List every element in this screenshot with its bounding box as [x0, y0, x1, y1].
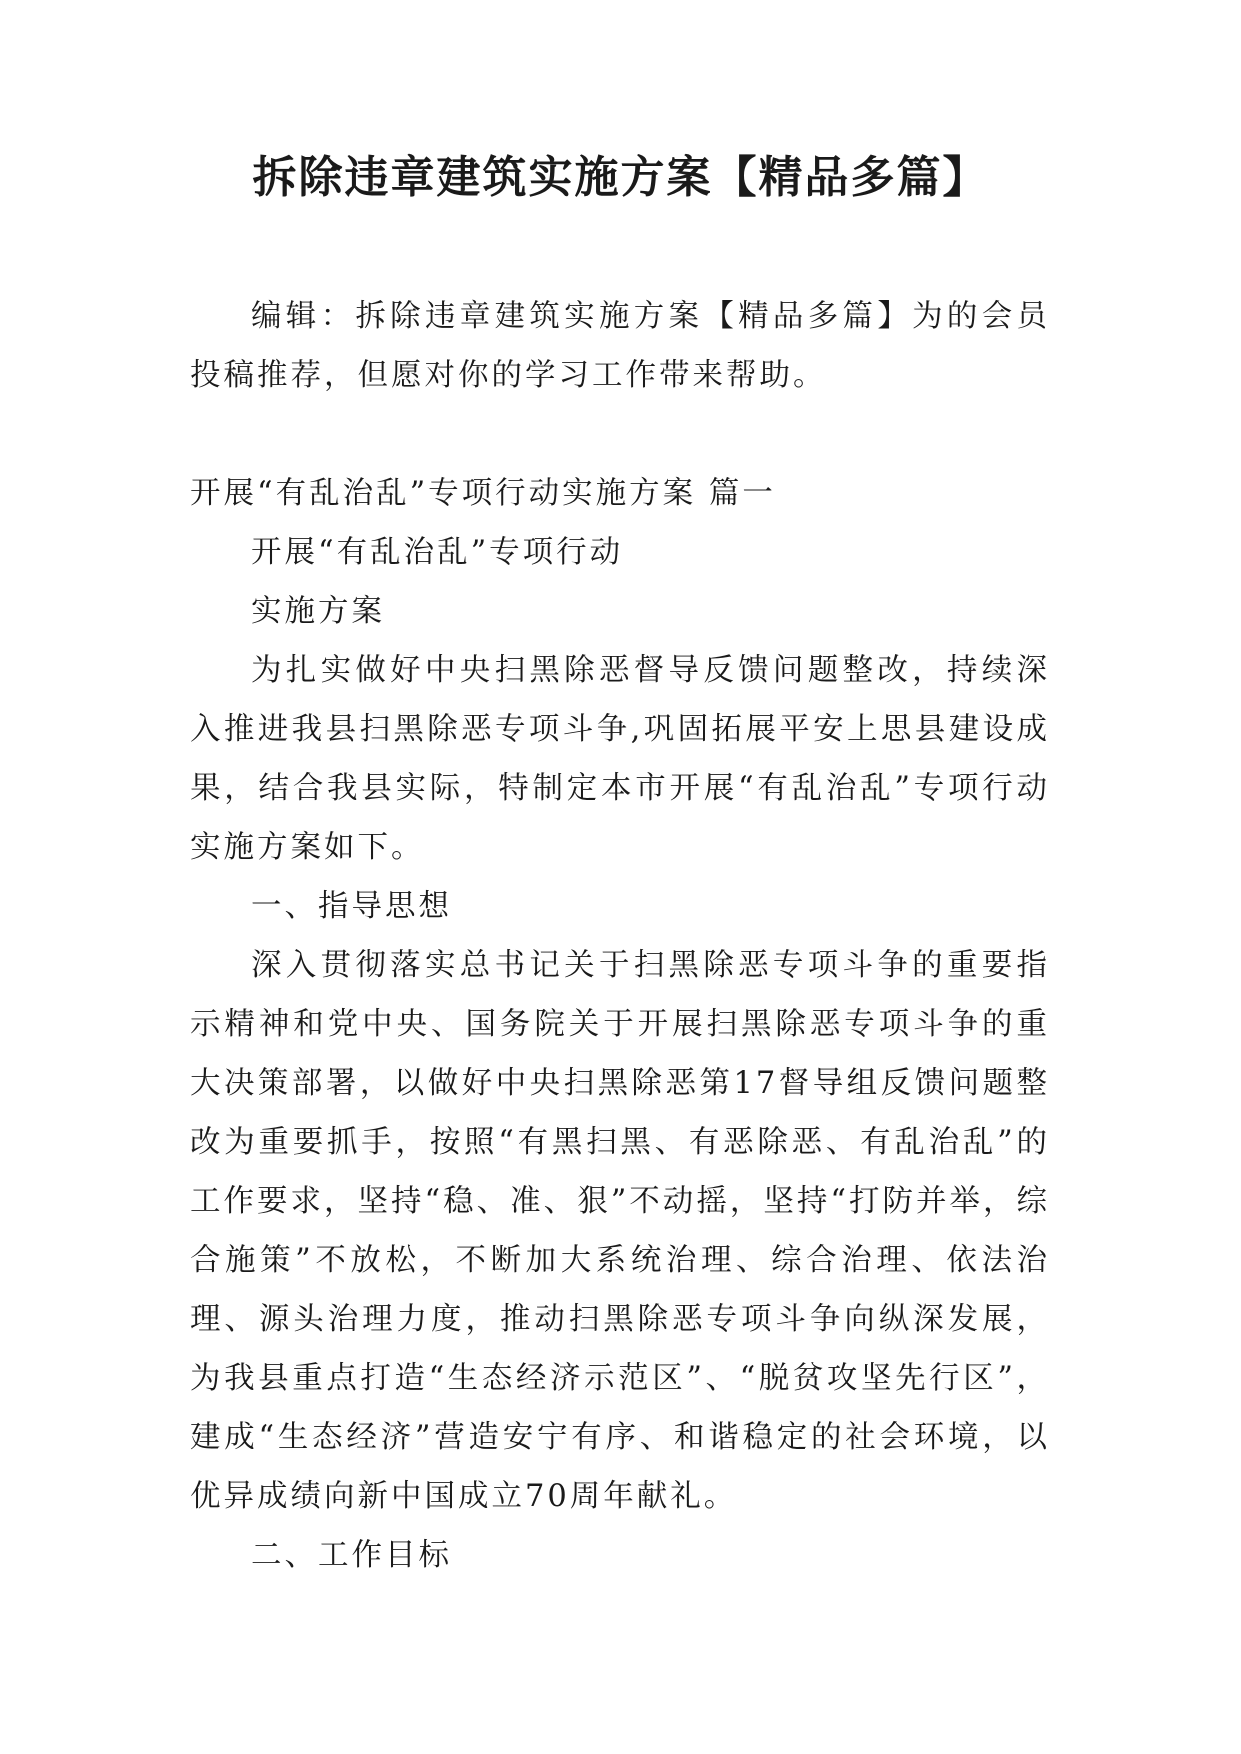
document-body: [190, 287, 1050, 1585]
numbered-heading: 二、工作目标: [251, 1538, 452, 1573]
section-heading: 开展“有乱治乱”专项行动实施方案 篇一: [190, 476, 776, 511]
paragraph-gap: [190, 405, 1050, 464]
body-paragraph: 深入贯彻落实总书记关于扫黑除恶专项斗争的重要指示精神和党中央、国务院关于开展扫黑除恶专项斗争的重大决策部署，以做好中央扫黑除恶第17督导组反馈问题整改为重要抓手，按照“有黑扫黑、有恶除恶、有乱治乱”的工作要求，坚持“稳、准、狠”不动摇，坚持“打防并举，综合施策”不放松，不断加大系统治理、综合治理、依法治理、源头治理力度，推动扫黑除恶专项斗争向纵深发展，为我县重点打造“生态经济示范区”、“脱贫攻坚先行区”，建成“生态经济”营造安宁有序、和谐稳定的社会环境，以优异成绩向新中国成立70周年献礼。: [190, 948, 1050, 1514]
sub-heading: 实施方案: [251, 594, 385, 629]
document-title: 拆除违章建筑实施方案【精品多篇】: [252, 152, 989, 203]
body-paragraph: 为扎实做好中央扫黑除恶督导反馈问题整改，持续深入推进我县扫黑除恶专项斗争,巩固拓展平安上思县建设成果，结合我县实际，特制定本市开展“有乱治乱”专项行动实施方案如下。: [190, 653, 1050, 865]
sub-heading: 开展“有乱治乱”专项行动: [251, 535, 624, 570]
intro-paragraph: 编辑：拆除违章建筑实施方案【精品多篇】为的会员投稿推荐，但愿对你的学习工作带来帮助。: [190, 299, 1050, 393]
numbered-heading: 一、指导思想: [251, 889, 452, 924]
